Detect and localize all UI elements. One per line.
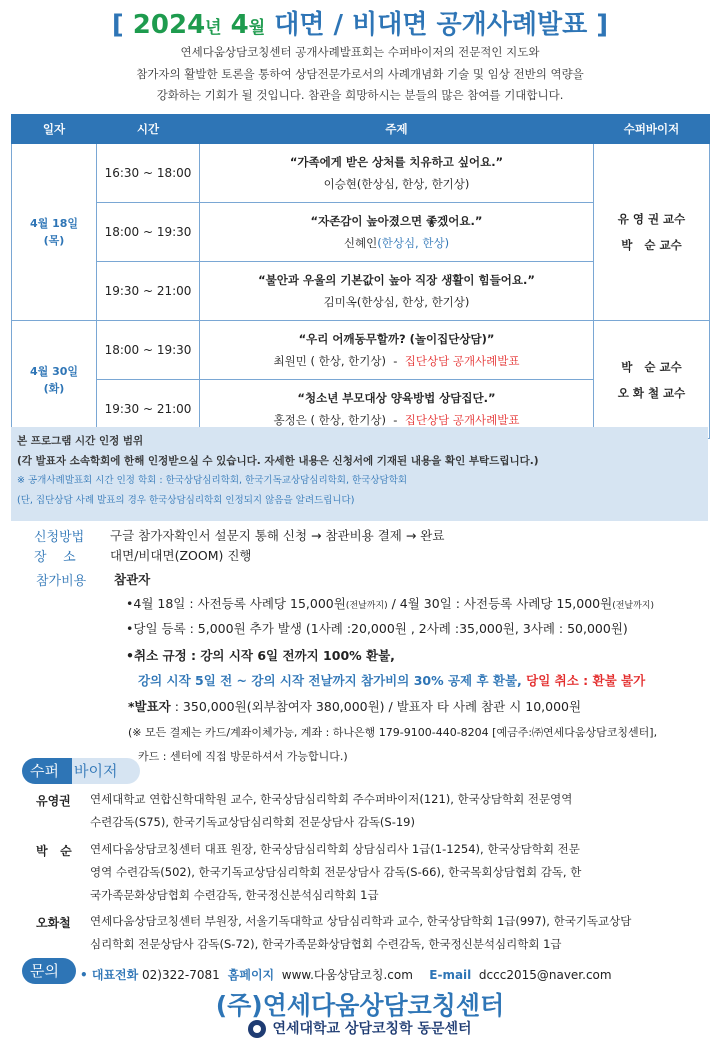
topic-cell xyxy=(200,321,594,380)
weekday-text: (목) xyxy=(43,234,65,247)
time-cell: 16:30 ~ 18:00 xyxy=(97,144,200,203)
alumni-line xyxy=(0,1018,720,1038)
header-date: 일자 xyxy=(12,115,97,144)
intro-line: 참가자의 활발한 토론을 통하여 상담전문가로서의 사례개념화 기술 및 임상 전반의 역량을 xyxy=(136,66,584,81)
note-text: (각 발표자 소속학회에 한해 인정받으실 수 있습니다. 자세한 내용은 신청서에 기재된 내용을 확인 부탁드립니다.) xyxy=(17,455,539,467)
bio-line: 수련감독(S75), 한국기독교상담심리학회 전문상담사 감독(S-19) xyxy=(90,815,415,829)
email-link[interactable]: dccc2015@naver.com xyxy=(471,968,612,982)
time-cell: 19:30 ~ 21:00 xyxy=(97,262,200,321)
presenter-fee-line xyxy=(128,697,581,715)
contact-section-heading xyxy=(22,958,76,984)
title-bracket-right: ] xyxy=(596,10,609,40)
supervisor-bio xyxy=(90,910,700,956)
fee-label: 참가비용 xyxy=(36,574,87,589)
website-link[interactable]: www.다움상담코칭.com xyxy=(274,968,417,982)
header-topic: 주제 xyxy=(200,115,594,144)
supervisor-bio-name: 오화철 xyxy=(36,916,71,930)
bio-line: 국가족문화상담협회 수련감독, 한국정신분석심리학회 1급 xyxy=(90,888,379,902)
fee-line-advance xyxy=(126,594,654,612)
cancel-policy-line1: •취소 규정 : 강의 시작 6일 전까지 100% 환불, xyxy=(126,648,395,663)
presenter-text xyxy=(201,232,592,254)
phone-label: • 대표전화 xyxy=(80,968,139,982)
presenter-text xyxy=(201,173,592,195)
presenter-text xyxy=(201,350,592,372)
table-row xyxy=(12,321,710,380)
bio-line: 영역 수련감독(502), 한국기독교상담심리학회 전문상담사 감독(S-66), 한국목회상담협회 감독, 한 xyxy=(90,865,582,879)
fee-heading: 참관자 xyxy=(114,572,151,587)
supervisor-cell xyxy=(594,144,710,321)
email-label: E-mail xyxy=(416,968,472,982)
place-text: 대면/비대면(ZOOM) 진행 xyxy=(110,548,252,563)
note-associations: ※ 공개사례발표회 시간 인정 학회 : 한국상담심리학회, 한국기독교상담심리학회, 한국상담학회 xyxy=(17,475,408,486)
topic-title: “자존감이 높아졌으면 좋겠어요.” xyxy=(310,214,483,228)
intro-line: 연세다움상담코칭센터 공개사례발표회는 수퍼바이저의 전문적인 지도와 xyxy=(180,45,540,59)
cancel-policy-line2 xyxy=(138,671,645,689)
apply-method-text: 구글 참가자확인서 설문지 통해 신청 → 참관비용 결제 → 완료 xyxy=(110,528,445,543)
date-text: 4월 30일 xyxy=(29,364,79,378)
fee-note: (전날까지) xyxy=(345,601,388,611)
apply-method-label: 신청방법 xyxy=(34,530,85,545)
table-header-row xyxy=(12,115,710,144)
header-supervisor: 수퍼바이저 xyxy=(594,115,710,144)
supervisor-bio-name: 박 순 xyxy=(36,844,72,858)
title-bracket-left: [ xyxy=(111,10,124,40)
page-title xyxy=(0,4,720,41)
heading-part-a: 수퍼 xyxy=(30,762,59,780)
topic-cell xyxy=(200,262,594,321)
center-name: (주)연세다움상담코칭센터 xyxy=(215,991,505,1020)
title-text: 대면 / 비대면 공개사례발표 xyxy=(274,10,588,40)
topic-title: “우리 어깨동무할까? (놀이집단상담)” xyxy=(298,332,495,346)
topic-title: “가족에게 받은 상처를 치유하고 싶어요.” xyxy=(289,155,504,169)
credit-note-box xyxy=(11,427,708,521)
time-cell: 19:30 ~ 21:00 xyxy=(97,380,200,439)
bio-line: 연세대학교 연합신학대학원 교수, 한국상담심리학회 주수퍼바이저(121), 한국상담학회 전문영역 xyxy=(90,792,573,806)
presenter-fee-label: *발표자 xyxy=(128,699,171,714)
supervisor-bio xyxy=(90,838,700,907)
title-year: 2024 xyxy=(132,10,206,40)
title-year-suffix: 년 xyxy=(205,18,222,38)
note-exception: (단, 집단상담 사례 발표의 경우 한국상담심리학회 인정되지 않음을 알려드립니다) xyxy=(17,495,355,506)
topic-cell xyxy=(200,144,594,203)
alumni-text: 연세대학교 상담코칭학 동문센터 xyxy=(272,1021,472,1037)
supervisor-name: 박 순 교수 xyxy=(621,238,682,252)
presenter-name: 김미옥(한상심, 한상, 한기상) xyxy=(323,295,470,309)
fee-text: •4월 18일 : 사전등록 사례당 15,000원 xyxy=(126,596,346,611)
presenter-note: 집단상담 공개사례발표 xyxy=(404,413,520,427)
time-cell: 18:00 ~ 19:30 xyxy=(97,321,200,380)
topic-title: “청소년 부모대상 양육방법 상담집단.” xyxy=(297,391,496,405)
bio-line: 심리학회 전문상담사 감독(S-72), 한국가족문화상담협회 수련감독, 한국정신분석심리학회 1급 xyxy=(90,937,562,951)
weekday-text: (화) xyxy=(43,381,65,395)
schedule-table xyxy=(11,114,710,439)
presenter-name: 이승현(한상심, 한상, 한기상) xyxy=(323,177,470,191)
topic-cell xyxy=(200,203,594,262)
presenter-name: 신혜인 xyxy=(343,236,378,250)
fee-note: (전날까지) xyxy=(612,601,655,611)
presenter-note: 집단상담 공개사례발표 xyxy=(404,354,520,368)
presenter-name: 최원민 ( 한상, 한기상) - xyxy=(273,354,405,368)
date-text: 4월 18일 xyxy=(29,217,79,230)
supervisor-cell xyxy=(594,321,710,439)
intro-text xyxy=(40,42,680,107)
contact-line xyxy=(80,966,612,983)
presenter-text xyxy=(201,291,592,313)
bio-line: 연세다움상담코칭센터 대표 원장, 한국상담심리학회 상담심리사 1급(1-1254), 한국상담학회 전문 xyxy=(90,842,580,856)
cancel-no-refund: 당일 취소 : 환불 불가 xyxy=(521,673,646,688)
phone-number[interactable]: 02)322-7081 xyxy=(138,968,224,982)
note-heading: 본 프로그램 시간 인정 범위 xyxy=(17,435,144,447)
intro-line: 강화하는 기회가 될 것입니다. 참관을 희망하시는 분들의 많은 참여를 기대합니다. xyxy=(156,88,564,102)
supervisor-section-heading xyxy=(22,758,140,784)
fee-text: / 4월 30일 : 사전등록 사례당 15,000원 xyxy=(387,596,613,611)
table-row xyxy=(12,144,710,203)
title-month-suffix: 월 xyxy=(248,18,266,38)
presenter-fee-text: : 350,000원(외부참여자 380,000원) / 발표자 타 사례 참관 시 10,000원 xyxy=(170,699,582,714)
website-label: 홈페이지 xyxy=(223,968,275,982)
header-time: 시간 xyxy=(97,115,200,144)
supervisor-name: 유 영 권 교수 xyxy=(617,212,686,226)
bio-line: 연세다움상담코칭센터 부원장, 서울기독대학교 상담심리학과 교수, 한국상담학회 1급(997), 한국기독교상담 xyxy=(90,914,632,928)
presenter-affiliation: (한상심, 한상) xyxy=(377,236,450,250)
fee-line-onsite: •당일 등록 : 5,000원 추가 발생 (1사례 :20,000원 , 2사례 :35,000원, 3사례 : 50,000원) xyxy=(126,621,628,636)
time-cell: 18:00 ~ 19:30 xyxy=(97,203,200,262)
supervisor-bio xyxy=(90,788,700,834)
topic-title: “불안과 우울의 기본값이 높아 직장 생활이 힘들어요.” xyxy=(258,273,535,287)
title-month: 4 xyxy=(230,10,249,40)
supervisor-name: 오 화 철 교수 xyxy=(617,385,686,400)
date-cell xyxy=(12,321,97,439)
heading-part-b: 바이저 xyxy=(74,762,118,780)
place-label: 장 소 xyxy=(34,550,76,565)
university-seal-icon xyxy=(248,1020,266,1038)
date-cell xyxy=(12,144,97,321)
supervisor-bio-name: 유영권 xyxy=(36,794,71,808)
payment-note-line1: (※ 모든 결제는 카드/계좌이체가능, 계좌 : 하나은행 179-9100-440-8204 [예금주:㈜연세다움상담코칭센터], xyxy=(128,726,658,739)
presenter-name: 홍정은 ( 한상, 한기상) - xyxy=(273,413,405,427)
cancel-text: 강의 시작 5일 전 ~ 강의 시작 전날까지 참가비의 30% 공제 후 환불, xyxy=(138,673,522,688)
payment-note-line2: 카드 : 센터에 직접 방문하셔서 가능합니다.) xyxy=(138,750,348,763)
contact-heading: 문의 xyxy=(30,962,59,980)
supervisor-name: 박 순 교수 xyxy=(621,359,682,374)
